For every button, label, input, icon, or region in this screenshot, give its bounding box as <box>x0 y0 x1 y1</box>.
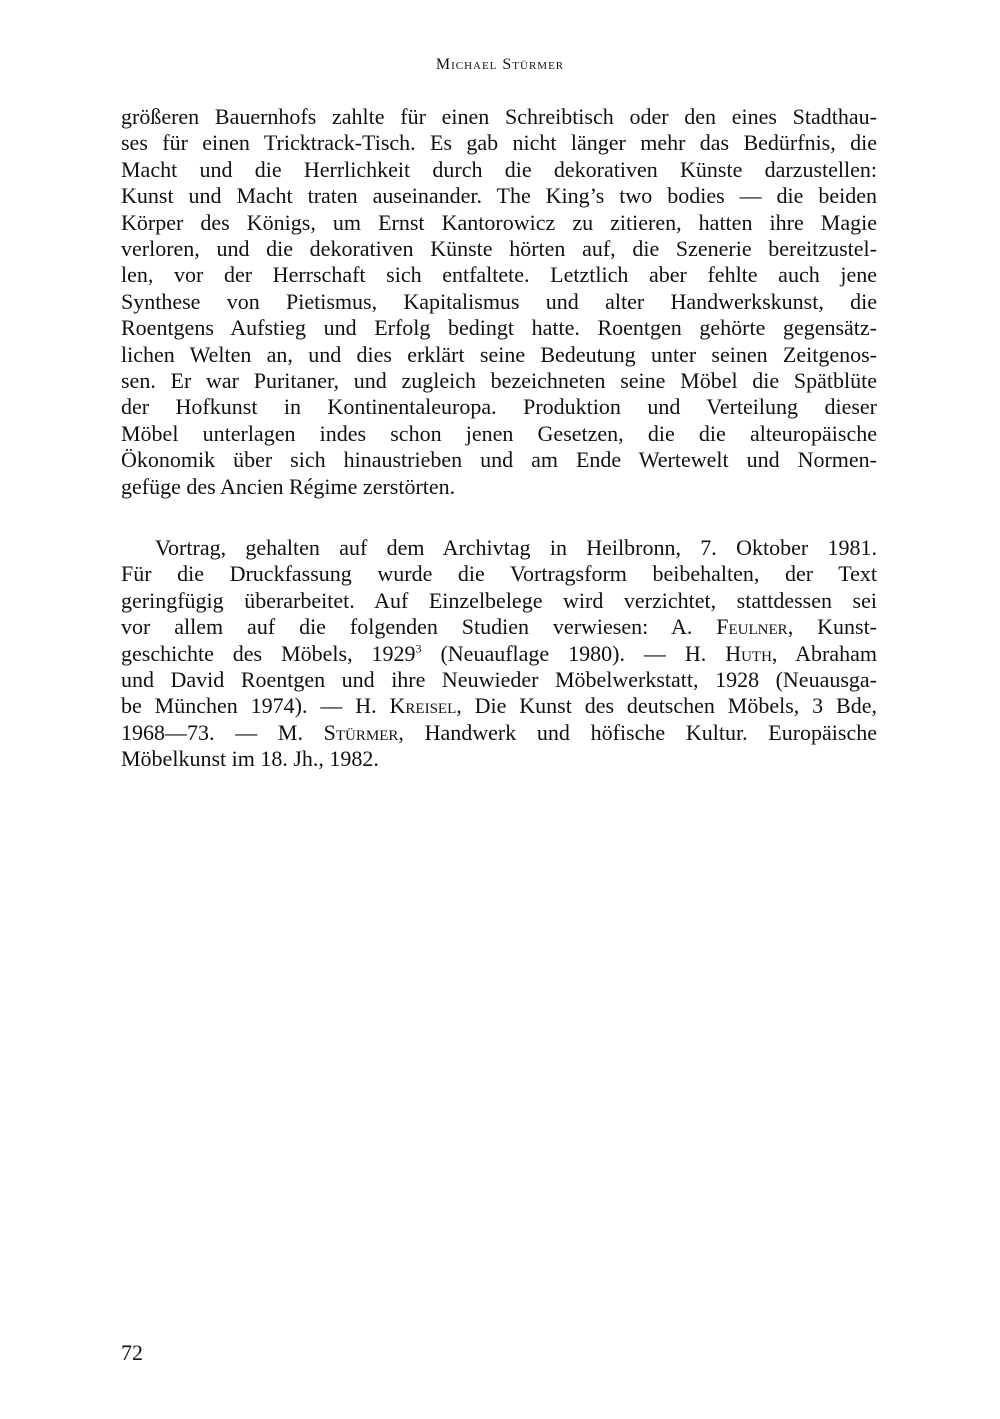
note-line: Möbelkunst im 18. Jh., 1982. <box>121 746 379 772</box>
author-name: Feulner <box>716 614 788 640</box>
body-line: Körper des Königs, um Ernst Kantorowicz zu zitieren, hatten ihre Magie <box>121 209 877 235</box>
body-paragraph <box>121 104 877 500</box>
edition-superscript: 3 <box>415 641 422 656</box>
note-line: Vortrag, gehalten auf dem Archivtag in Heilbronn, 7. Oktober 1981. <box>155 535 877 560</box>
note-line <box>121 614 877 640</box>
body-line: verloren, und die dekorativen Künste hörten auf, die Szenerie bereitzustel- <box>121 236 877 262</box>
note-text: , Die Kunst des deutschen Möbels, 3 Bde, <box>456 693 877 719</box>
body-line: Synthese von Pietismus, Kapitalismus und alter Handwerkskunst, die <box>121 288 877 314</box>
note-line: Für die Druckfassung wurde die Vortragsform beibehalten, der Text <box>121 561 877 587</box>
body-line: Möbel unterlagen indes schon jenen Gesetzen, die die alteuropäische <box>121 420 877 446</box>
author-name: Stürmer <box>323 719 399 745</box>
note-line: und David Roentgen und ihre Neuwieder Möbelwerkstatt, 1928 (Neuausga- <box>121 667 877 693</box>
author-name: Huth <box>725 640 772 666</box>
note-line <box>121 693 877 719</box>
body-line: Kunst und Macht traten auseinander. The King’s two bodies — die beiden <box>121 183 877 209</box>
note-text: (Neuauflage 1980). — H. <box>421 640 707 666</box>
body-line: der Hofkunst in Kontinentaleuropa. Produktion und Verteilung dieser <box>121 394 877 420</box>
body-line: sen. Er war Puritaner, und zugleich bezeichneten seine Möbel die Spätblüte <box>121 368 877 394</box>
running-head: Michael Stürmer <box>435 56 565 73</box>
note-text: be München 1974). — H. <box>121 693 377 719</box>
body-line: größeren Bauernhofs zahlte für einen Schreibtisch oder den eines Stadthau- <box>121 104 877 129</box>
body-line: lichen Welten an, und dies erklärt seine Bedeutung unter seinen Zeitgenos- <box>121 341 877 367</box>
body-line: len, vor der Herrschaft sich entfaltete. Letztlich aber fehlte auch jene <box>121 262 877 288</box>
author-name: Kreisel <box>389 693 457 719</box>
body-line: gefüge des Ancien Régime zerstörten. <box>121 473 456 499</box>
body-line: Ökonomik über sich hinaustrieben und am Ende Wertewelt und Normen- <box>121 447 877 473</box>
note-text: geschichte des Möbels, 1929 <box>121 640 416 666</box>
note-line: geringfügig überarbeitet. Auf Einzelbelege wird verzichtet, stattdessen sei <box>121 587 877 613</box>
note-text: , Handwerk und höfische Kultur. Europäische <box>398 719 877 745</box>
body-line: Roentgens Aufstieg und Erfolg bedingt hatte. Roentgen gehörte gegensätz- <box>121 315 877 341</box>
source-note <box>121 535 877 773</box>
body-line: Macht und die Herrlichkeit durch die dekorativen Künste darzustellen: <box>121 156 877 182</box>
note-line <box>121 641 877 667</box>
note-text: , Kunst- <box>787 614 878 640</box>
note-text: , Abraham <box>771 640 877 666</box>
body-line: ses für einen Tricktrack-Tisch. Es gab nicht länger mehr das Bedürfnis, die <box>121 130 877 156</box>
note-text: 1968—73. — M. <box>121 719 303 745</box>
page-number: 72 <box>121 1340 143 1365</box>
note-line <box>121 720 877 746</box>
note-text: vor allem auf die folgenden Studien verwiesen: A. <box>121 614 693 640</box>
